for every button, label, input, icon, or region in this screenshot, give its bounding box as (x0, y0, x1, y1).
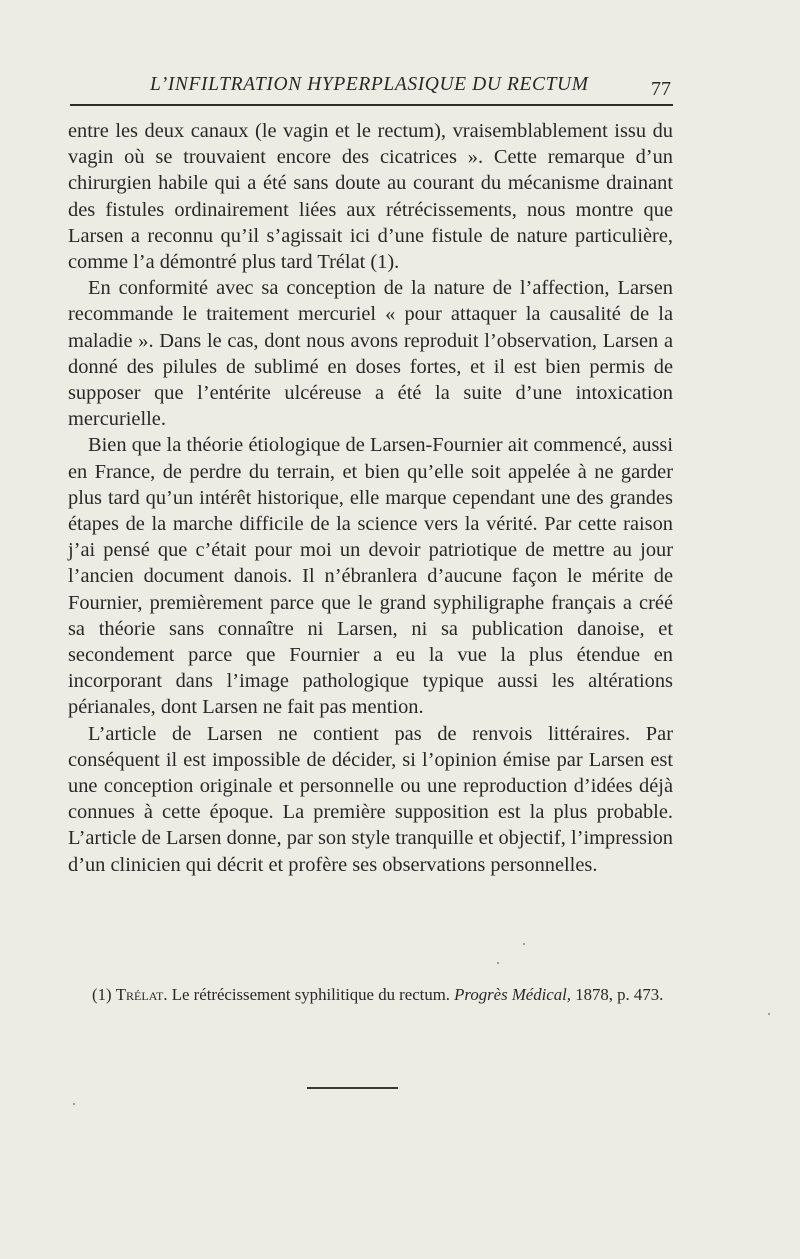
end-rule (307, 1087, 398, 1089)
footnote (70, 983, 673, 1006)
paper-speck (768, 1013, 770, 1015)
footnote-citation: 1878, p. 473. (571, 985, 664, 1004)
paragraph-continuation: entre les deux canaux (le vagin et le rectum), vraisemblablement issu du vagin où se trouvaient encore des cicatrices ». Cette remarque d’un chirurgien habile qui a été sans doute au courant du mécanisme drainant des fistules ordinairement liées aux rétrécissements, nous montre que Larsen a reconnu qu’il s’agissait ici d’une fistule de nature particulière, comme l’a démontré plus tard Trélat (1). (68, 120, 673, 274)
paragraph: L’article de Larsen ne contient pas de renvois littéraires. Par conséquent il est impossible de décider, si l’opinion émise par Larsen est une conception originale et personnelle ou une reproduction d’idées déjà connues à cette époque. La première supposition est la plus probable. L’article de Larsen donne, par son style tranquille et objectif, l’impression d’un clinicien qui décrit et profère ses observations personnelles. (68, 722, 673, 876)
header-rule (70, 104, 673, 106)
running-head (70, 70, 673, 106)
footnote-text: . Le rétrécissement syphilitique du rectum. (163, 985, 455, 1004)
footnote-journal: Progrès Médical, (454, 985, 571, 1004)
body-text (68, 118, 673, 878)
page-number: 77 (651, 78, 671, 100)
paper-speck (497, 962, 499, 964)
paragraph: En conformité avec sa conception de la nature de l’affection, Larsen recommande le traitement mercuriel « pour attaquer la causalité de la maladie ». Dans le cas, dont nous avons reproduit l’observation, Larsen a donné des pilules de sublimé en doses fortes, et il est bien permis de supposer que l’entérite ulcéreuse a été la suite d’une intoxication mercurielle. (68, 277, 673, 431)
paper-speck (523, 943, 525, 945)
running-head-title: L’INFILTRATION HYPERPLASIQUE DU RECTUM (150, 74, 589, 95)
footnote-marker: (1) (92, 985, 112, 1004)
paper-speck (73, 1103, 75, 1105)
paragraph: Bien que la théorie étiologique de Larsen-Fournier ait commencé, aussi en France, de perdre du terrain, et bien qu’elle soit appelée à ne garder plus tard qu’un intérêt historique, elle marque cependant une des grandes étapes de la marche difficile de la science vers la vérité. Par cette raison j’ai pensé que c’était pour moi un devoir patriotique de mettre au jour l’ancien document danois. Il n’ébranlera d’aucune façon le mérite de Fournier, premièrement parce que le grand syphiligraphe français a créé sa théorie sans connaître ni Larsen, ni sa publication danoise, et secondement parce que Fournier a eu la vue la plus étendue en incorporant dans l’image pathologique typique aussi les altérations périanales, dont Larsen ne fait pas mention. (68, 434, 673, 719)
footnote-author: Trélat (115, 985, 164, 1004)
